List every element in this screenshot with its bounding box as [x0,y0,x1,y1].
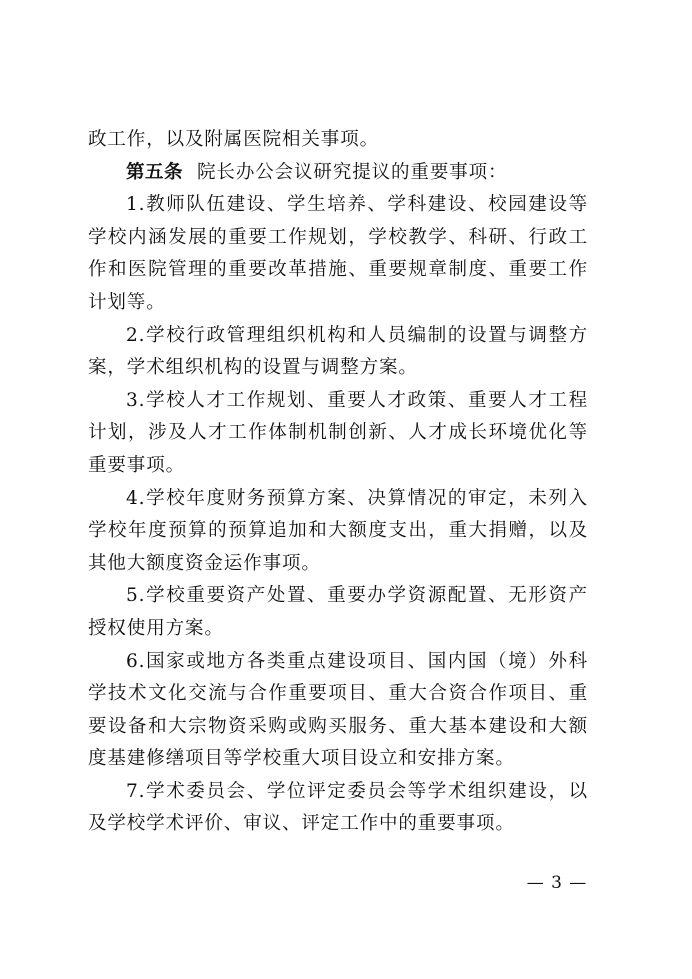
article-paragraph [88,157,588,190]
paragraph-continuation [88,124,588,157]
paragraph-text: 政工作，以及附属医院相关事项。 [88,129,380,150]
list-item-text: 4.学校年度财务预算方案、决算情况的审定，未列入学校年度预算的预算追加和大额度支出，重大捐赠，以及其他大额度资金运作事项。 [88,487,588,574]
page-number: — 3 — [526,873,588,893]
list-item-text: 6.国家或地方各类重点建设项目、国内国（境）外科学技术文化交流与合作重要项目、重大合资合作项目、重要设备和大宗物资采购或购买服务、重大基本建设和大额度基建修缮项目等学校重大项目设立和安排方案。 [88,650,588,770]
list-item-text: 7.学术委员会、学位评定委员会等学术组织建设，以及学校学术评价、审议、评定工作中的重要事项。 [88,780,588,835]
list-item [88,320,588,385]
article-heading: 第五条 [126,161,184,183]
article-text: 院长办公会议研究提议的重要事项： [197,161,508,183]
document-body [88,124,588,841]
list-item-text: 5.学校重要资产处置、重要办学资源配置、无形资产授权使用方案。 [88,585,588,639]
list-item [88,646,588,776]
list-item-text: 3.学校人才工作规划、重要人才政策、重要人才工程计划，涉及人才工作体制机制创新、人才成长环境优化等重要事项。 [88,389,588,476]
list-item [88,385,588,483]
list-item [88,580,588,645]
list-item-text: 1.教师队伍建设、学生培养、学科建设、校园建设等学校内涵发展的重要工作规划，学校教学、科研、行政工作和医院管理的重要改革措施、重要规章制度、重要工作计划等。 [88,194,588,313]
list-item [88,776,588,841]
list-item [88,189,588,319]
list-item [88,483,588,581]
list-item-text: 2.学校行政管理组织机构和人员编制的设置与调整方案，学术组织机构的设置与调整方案。 [88,324,588,379]
